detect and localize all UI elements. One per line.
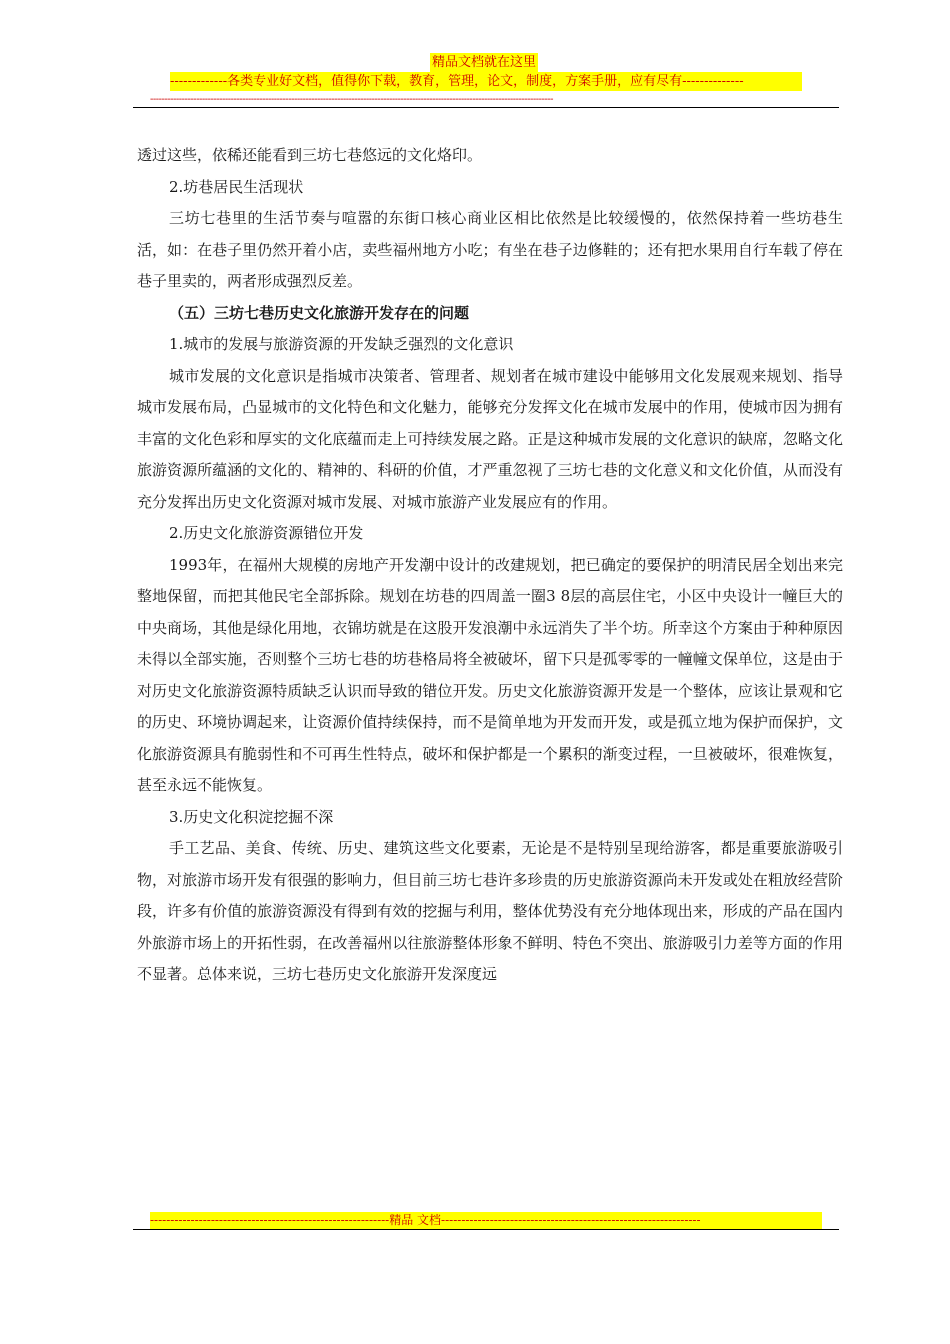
header-title: 精品文档就在这里: [432, 55, 537, 70]
paragraph: 手工艺品、美食、传统、历史、建筑这些文化要素，无论是不是特别呈现给游客，都是重要旅游吸引物，对旅游市场开发有很强的影响力，但目前三坊七巷许多珍贵的历史旅游资源尚未开发或处在粗放经营阶段，许多有价值的旅游资源没有得到有效的挖掘与利用，整体优势没有充分地体现出来，形成的产品在国内外旅游市场上的开拓性弱，在改善福州以往旅游整体形象不鲜明、特色不突出、旅游吸引力差等方面的作用不显著。总体来说，三坊七巷历史文化旅游开发深度远: [137, 839, 843, 983]
header-tagline: -------------各类专业好文档，值得你下载，教育，管理，论文，制度，方案手册，应有尽有--------------: [170, 72, 802, 91]
paragraph: 透过这些，依稀还能看到三坊七巷悠远的文化烙印。: [137, 146, 483, 164]
paragraph: 1993年，在福州大规模的房地产开发潮中设计的改建规划，把已确定的要保护的明清民居全划出来完整地保留，而把其他民宅全部拆除。规划在坊巷的四周盖一圈3 8层的高层住宅，小区中央设计一幢巨大的中央商场，其他是绿化用地，衣锦坊就是在这股开发浪潮中永远消失了半个坊。所幸这个方案由于种种原因未得以全部实施，否则整个三坊七巷的坊巷格局将全被破坏，留下只是孤零零的一幢幢文保单位，这是由于对历史文化旅游资源特质缺乏认识而导致的错位开发。历史文化旅游资源开发是一个整体，应该让景观和它的历史、环境协调起来，让资源价值持续保持，而不是简单地为开发而开发，或是孤立地为保护而保护，文化旅游资源具有脆弱性和不可再生性特点，破坏和保护都是一个累积的渐变过程，一旦被破坏，很难恢复，甚至永远不能恢复。: [137, 555, 843, 794]
subheading: 2.坊巷居民生活现状: [169, 177, 304, 196]
subheading: 3.历史文化积淀挖掘不深: [169, 807, 334, 826]
footer-rule: [133, 1229, 839, 1230]
subheading: 1.城市的发展与旅游资源的开发缺乏强烈的文化意识: [169, 335, 514, 353]
footer-banner: -----------------------------------------------------------精品 文档----------------------------------------------------------------: [150, 1212, 822, 1229]
header-dashes: --------------------------------------------------------------------------------------------------------------------------------------------: [150, 94, 554, 105]
subheading: 2.历史文化旅游资源错位开发: [169, 524, 364, 542]
section-heading: （五）三坊七巷历史文化旅游开发存在的问题: [169, 303, 470, 322]
document-body: [137, 140, 843, 991]
paragraph: 城市发展的文化意识是指城市决策者、管理者、规划者在城市建设中能够用文化发展观来规划、指导城市发展布局，凸显城市的文化特色和文化魅力，能够充分发挥文化在城市发展中的作用，使城市因为拥有丰富的文化色彩和厚实的文化底蕴而走上可持续发展之路。正是这种城市发展的文化意识的缺席，忽略文化旅游资源所蕴涵的文化的、精神的、科研的价值，才严重忽视了三坊七巷的文化意义和文化价值，从而没有充分发挥出历史文化资源对城市发展、对城市旅游产业发展应有的作用。: [137, 366, 843, 511]
header-rule: [133, 107, 839, 108]
paragraph: 三坊七巷里的生活节奏与喧嚣的东街口核心商业区相比依然是比较缓慢的，依然保持着一些坊巷生活，如：在巷子里仍然开着小店，卖些福州地方小吃；有坐在巷子边修鞋的；还有把水果用自行车载了停在巷子里卖的，两者形成强烈反差。: [137, 209, 843, 290]
